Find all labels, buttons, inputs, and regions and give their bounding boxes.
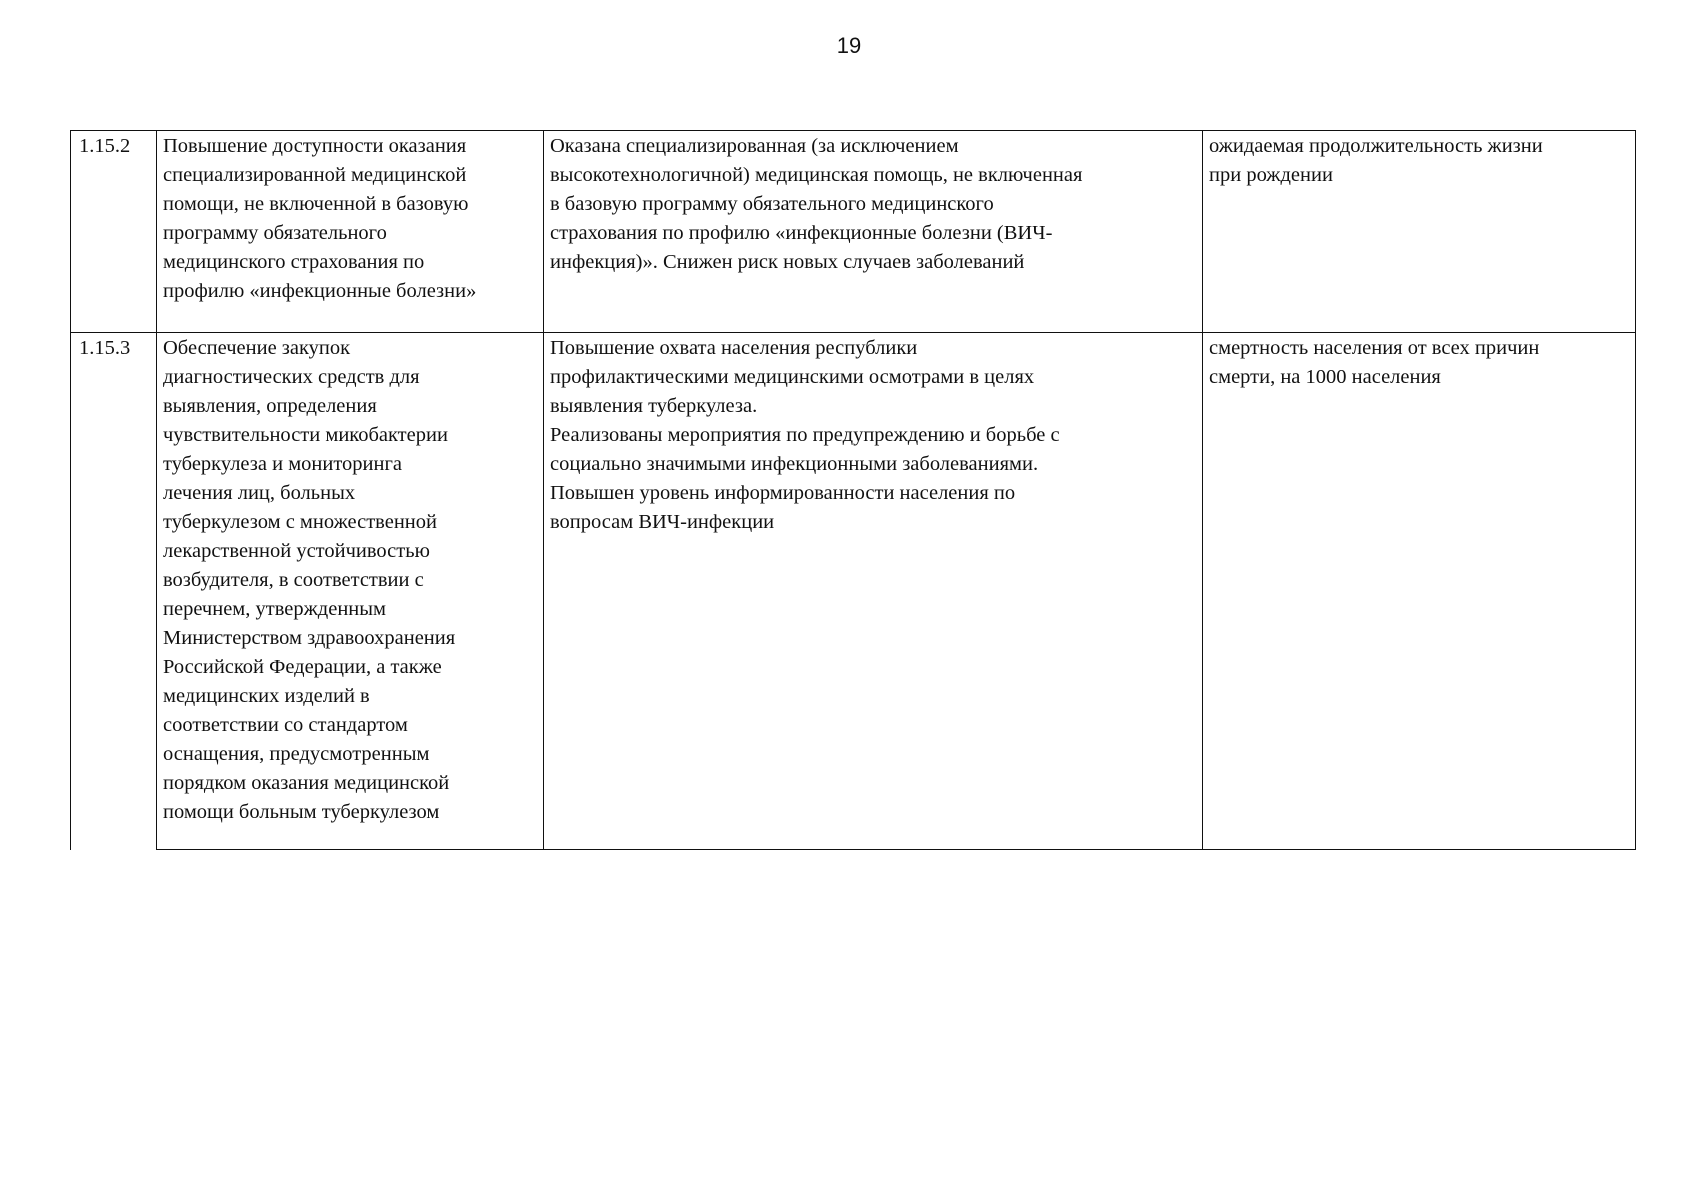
measure-cell: Повышение доступности оказания специализированной медицинской помощи, не включенной в базовую программу обязательного медицинского страхования по профилю «инфекционные болезни» xyxy=(157,131,544,333)
result-cell: Повышение охвата населения республики профилактическими медицинскими осмотрами в целях выявления туберкулеза. Реализованы мероприятия по предупреждению и борьбе с социально значимыми инфекционными заболеваниями. Повышен уровень информированности населения по вопросам ВИЧ-инфекции xyxy=(544,333,1203,850)
measure-cell: Обеспечение закупок диагностических средств для выявления, определения чувствительности микобактерии туберкулеза и мониторинга лечения лиц, больных туберкулезом с множественной лекарственной устойчивостью возбудителя, в соответствии с перечнем, утвержденным Министерством здравоохранения Российской Федерации, а также медицинских изделий в соответствии со стандартом оснащения, предусмотренным порядком оказания медицинской помощи больным туберкулезом xyxy=(157,333,544,850)
result-cell: Оказана специализированная (за исключением высокотехнологичной) медицинская помощь, не включенная в базовую программу обязательного медицинского страхования по профилю «инфекционные болезни (ВИЧ- инфекция)». Снижен риск новых случаев заболеваний xyxy=(544,131,1203,333)
measures-table xyxy=(70,130,1636,850)
table-row xyxy=(71,333,1636,850)
table-row xyxy=(71,131,1636,333)
indicator-cell: смертность населения от всех причин смерти, на 1000 населения xyxy=(1203,333,1636,850)
item-number-cell: 1.15.2 xyxy=(71,131,157,333)
page-number: 19 xyxy=(836,33,862,58)
indicator-cell: ожидаемая продолжительность жизни при рождении xyxy=(1203,131,1636,333)
item-number-cell: 1.15.3 xyxy=(71,333,157,850)
